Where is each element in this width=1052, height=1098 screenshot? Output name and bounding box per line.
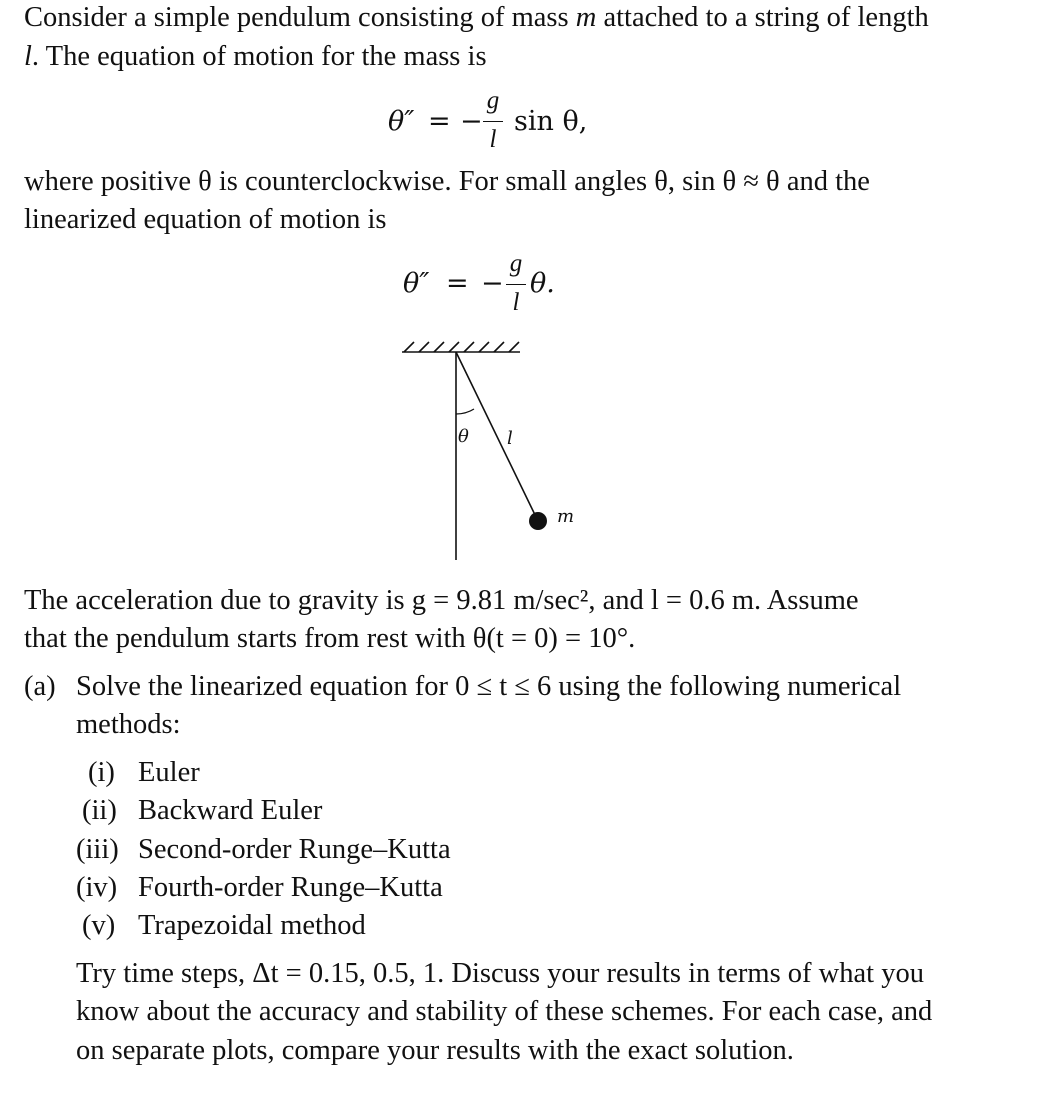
intro-line-2 [24, 43, 487, 72]
try-line-2: know about the accuracy and stability of these schemes. For each case, and [76, 996, 933, 1027]
length-label: l [507, 428, 513, 449]
eq1-numerator: g [486, 87, 500, 114]
theta-label: θ [458, 426, 469, 447]
method-number: (iv) [76, 872, 118, 903]
method-item [76, 836, 119, 865]
ceiling-hatch [402, 342, 520, 352]
method-name: Backward Euler [138, 795, 323, 826]
method-number: (v) [82, 910, 116, 941]
mass-symbol: m [575, 2, 597, 33]
method-number: (ii) [82, 795, 117, 826]
theta-angle-arc [456, 409, 474, 414]
length-symbol: l [24, 41, 32, 72]
eq2-numerator: g [509, 250, 523, 277]
eq1-equals: = [428, 106, 451, 137]
params-line-2: that the pendulum starts from rest with θ(t = 0) = 10°. [24, 623, 636, 654]
mid-line-2: linearized equation of motion is [24, 204, 387, 235]
method-name: Second-order Runge–Kutta [138, 834, 451, 865]
part-a-line-1: Solve the linearized equation for 0 ≤ t ≤ 6 using the following numerical [76, 671, 902, 702]
eq1-fraction-bar [483, 121, 503, 122]
intro-line-1 [24, 4, 929, 33]
eq1-rhs: sin θ, [514, 106, 588, 137]
method-number: (i) [88, 757, 115, 788]
method-item [82, 797, 117, 826]
intro-text-1-end: attached to a string of length [596, 2, 929, 33]
eq2-fraction-bar [506, 284, 526, 285]
method-number: (iii) [76, 834, 119, 865]
eq2-lhs: θ″ [403, 268, 430, 299]
eq2-minus: − [481, 268, 504, 299]
pendulum-figure [390, 330, 620, 562]
pendulum-mass [529, 512, 547, 530]
try-line-1: Try time steps, Δt = 0.15, 0.5, 1. Discuss your results in terms of what you [76, 958, 924, 989]
eq1-denominator: l [489, 126, 497, 153]
method-item [88, 759, 115, 788]
method-item [82, 912, 115, 941]
eq1-minus: − [460, 106, 483, 137]
part-a-line-2: methods: [76, 709, 181, 740]
eq2-equals: = [446, 268, 469, 299]
eq2-rhs: θ. [530, 268, 555, 299]
intro-text-1: Consider a simple pendulum consisting of mass [24, 2, 576, 33]
mid-line-1: where positive θ is counterclockwise. For small angles θ, sin θ ≈ θ and the [24, 166, 870, 197]
intro-text-2: . The equation of motion for the mass is [31, 41, 487, 72]
method-item [76, 874, 117, 903]
try-line-3: on separate plots, compare your results with the exact solution. [76, 1035, 794, 1066]
mass-label: m [557, 506, 575, 527]
eq1-lhs: θ″ [388, 106, 415, 137]
part-a-label: (a) [24, 671, 56, 702]
eq2-denominator: l [512, 289, 520, 316]
method-name: Trapezoidal method [138, 910, 366, 941]
method-name: Fourth-order Runge–Kutta [138, 872, 443, 903]
params-line-1: The acceleration due to gravity is g = 9.81 m/sec², and l = 0.6 m. Assume [24, 585, 859, 616]
method-name: Euler [138, 757, 200, 788]
